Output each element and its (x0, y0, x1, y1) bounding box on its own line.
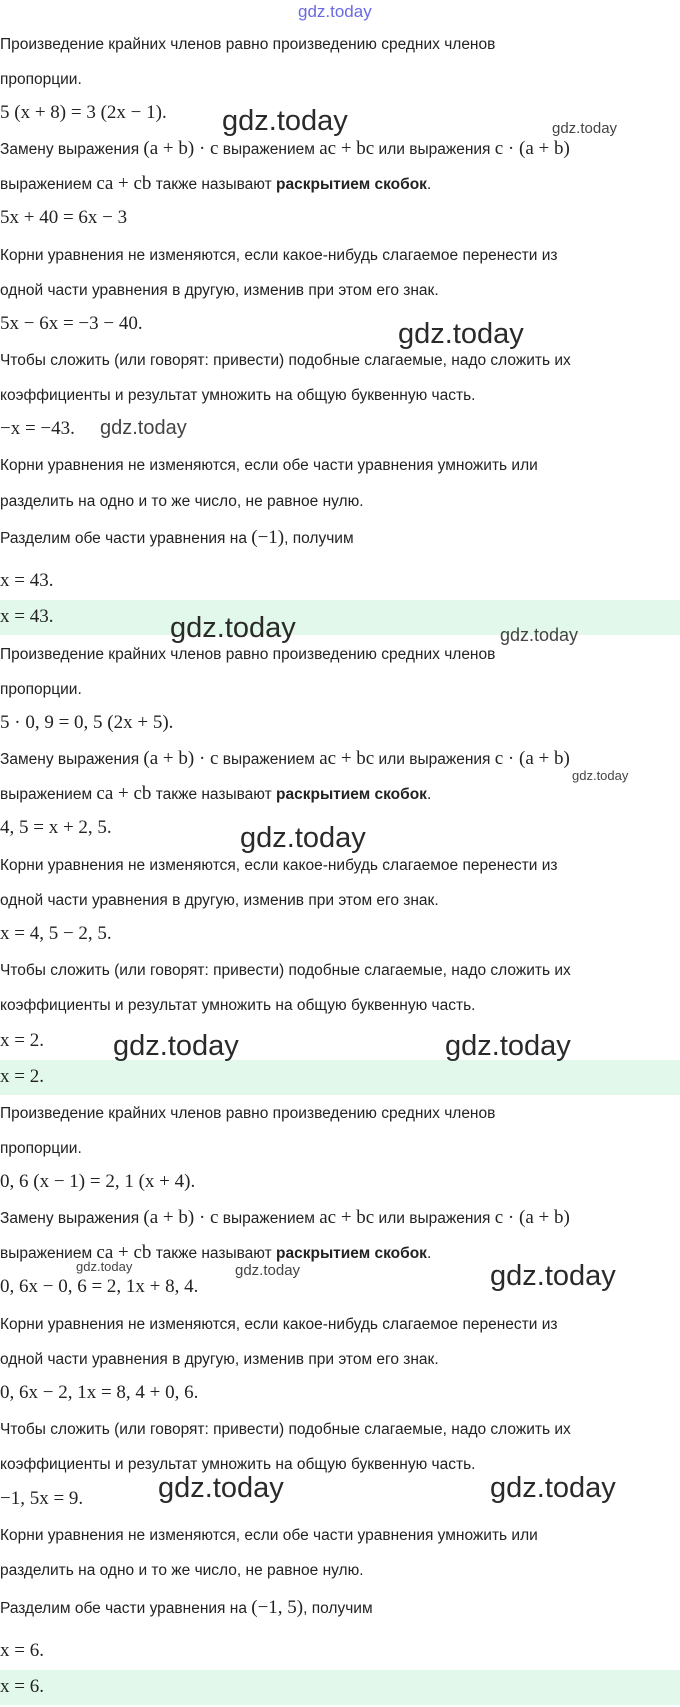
equation-3-4: −1, 5x = 9. (0, 1488, 84, 1509)
watermark: gdz.today (170, 612, 296, 644)
equation-1-5: x = 43. (0, 570, 54, 591)
rule-transfer-line2: одной части уравнения в другую, изменив при этом его знак. (0, 892, 439, 909)
rule-like-terms-line2: коэффициенты и результат умножить на общую буквенную часть. (0, 387, 476, 404)
rule-brackets-line2: выражением ca + cb также называют раскрытием скобок. (0, 783, 432, 804)
rule-transfer-line1: Корни уравнения не изменяются, если какое-нибудь слагаемое перенести из (0, 857, 558, 874)
top-watermark: gdz.today (298, 2, 372, 21)
rule-proportion-line2: пропорции. (0, 1140, 82, 1157)
equation-1-1: 5 (x + 8) = 3 (2x − 1). (0, 102, 167, 123)
rule-like-terms-line2: коэффициенты и результат умножить на общую буквенную часть. (0, 1456, 476, 1473)
answer-box-2 (0, 1060, 680, 1095)
rule-like-terms-line1: Чтобы сложить (или говорят: привести) подобные слагаемые, надо сложить их (0, 1421, 571, 1438)
rule-brackets-line1: Замену выражения (a + b) · c выражением ac + bc или выражения c · (a + b) (0, 1207, 570, 1228)
rule-like-terms-line2: коэффициенты и результат умножить на общую буквенную часть. (0, 997, 476, 1014)
watermark: gdz.today (552, 120, 618, 137)
rule-transfer-line2: одной части уравнения в другую, изменив при этом его знак. (0, 1351, 439, 1368)
watermark: gdz.today (100, 417, 187, 439)
rule-multiply-line1: Корни уравнения не изменяются, если обе части уравнения умножить или (0, 1527, 538, 1544)
rule-proportion-line1: Произведение крайних членов равно произведению средних членов (0, 36, 496, 53)
equation-2-2: 4, 5 = x + 2, 5. (0, 817, 112, 838)
watermark: gdz.today (240, 822, 366, 854)
watermark: gdz.today (113, 1030, 239, 1062)
equation-2-3: x = 4, 5 − 2, 5. (0, 923, 112, 944)
watermark: gdz.today (235, 1262, 301, 1279)
equation-3-3: 0, 6x − 2, 1x = 8, 4 + 0, 6. (0, 1382, 199, 1403)
equation-1-4: −x = −43. (0, 418, 75, 439)
watermark: gdz.today (158, 1472, 284, 1504)
watermark: gdz.today (445, 1030, 571, 1062)
rule-proportion-line1: Произведение крайних членов равно произведению средних членов (0, 646, 496, 663)
rule-like-terms-line1: Чтобы сложить (или говорят: привести) подобные слагаемые, надо сложить их (0, 352, 571, 369)
equation-1-2: 5x + 40 = 6x − 3 (0, 207, 128, 228)
equation-3-5: x = 6. (0, 1640, 44, 1661)
watermark: gdz.today (572, 768, 629, 783)
rule-multiply-line1: Корни уравнения не изменяются, если обе части уравнения умножить или (0, 457, 538, 474)
answer-box-3 (0, 1670, 680, 1705)
rule-transfer-line1: Корни уравнения не изменяются, если какое-нибудь слагаемое перенести из (0, 247, 558, 264)
answer-1: x = 43. (0, 606, 54, 627)
watermark: gdz.today (490, 1260, 616, 1292)
rule-like-terms-line1: Чтобы сложить (или говорят: привести) подобные слагаемые, надо сложить их (0, 962, 571, 979)
rule-proportion-line1: Произведение крайних членов равно произведению средних членов (0, 1105, 496, 1122)
rule-divide-line: Разделим обе части уравнения на (−1, 5), получим (0, 1597, 373, 1618)
watermark: gdz.today (500, 625, 579, 645)
answer-3: x = 6. (0, 1676, 44, 1697)
rule-divide-line: Разделим обе части уравнения на (−1), получим (0, 527, 354, 548)
rule-transfer-line2: одной части уравнения в другую, изменив при этом его знак. (0, 282, 439, 299)
rule-transfer-line1: Корни уравнения не изменяются, если какое-нибудь слагаемое перенести из (0, 1316, 558, 1333)
rule-multiply-line2: разделить на одно и то же число, не равное нулю. (0, 1562, 364, 1579)
rule-proportion-line2: пропорции. (0, 681, 82, 698)
answer-2: x = 2. (0, 1066, 44, 1087)
equation-2-1: 5 · 0, 9 = 0, 5 (2x + 5). (0, 712, 174, 733)
watermark: gdz.today (222, 105, 348, 137)
equation-3-2: 0, 6x − 0, 6 = 2, 1x + 8, 4. (0, 1276, 199, 1297)
watermark: gdz.today (398, 318, 524, 350)
rule-brackets-line1: Замену выражения (a + b) · c выражением ac + bc или выражения c · (a + b) (0, 138, 570, 159)
rule-proportion-line2: пропорции. (0, 71, 82, 88)
equation-2-4: x = 2. (0, 1030, 44, 1051)
watermark: gdz.today (490, 1472, 616, 1504)
equation-1-3: 5x − 6x = −3 − 40. (0, 313, 143, 334)
rule-multiply-line2: разделить на одно и то же число, не равное нулю. (0, 493, 364, 510)
rule-brackets-line1: Замену выражения (a + b) · c выражением ac + bc или выражения c · (a + b) (0, 748, 570, 769)
rule-brackets-line2: выражением ca + cb также называют раскрытием скобок. (0, 1242, 432, 1263)
equation-3-1: 0, 6 (x − 1) = 2, 1 (x + 4). (0, 1171, 196, 1192)
rule-brackets-line2: выражением ca + cb также называют раскрытием скобок. (0, 173, 432, 194)
watermark: gdz.today (76, 1259, 133, 1274)
